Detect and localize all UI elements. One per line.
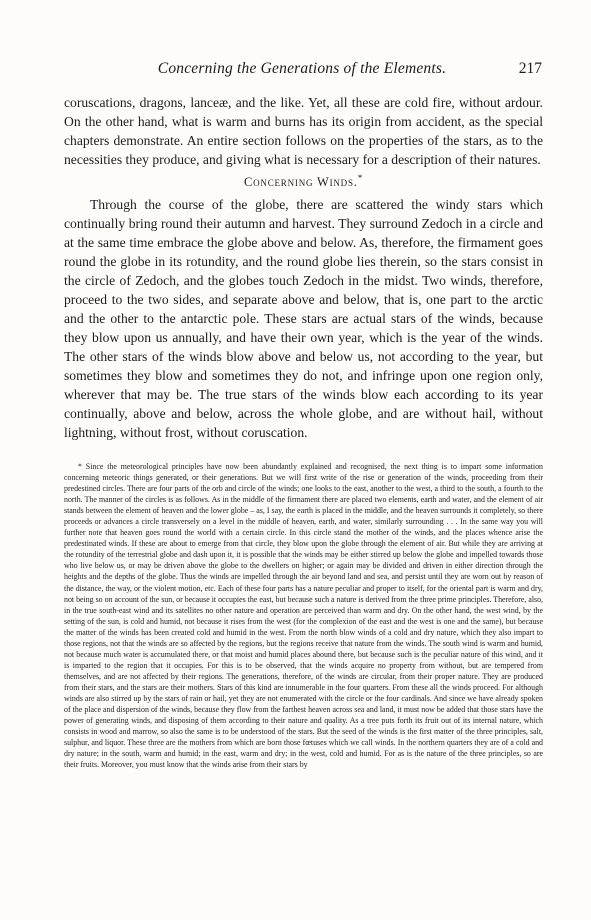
section-heading-text: Concerning Winds. (243, 175, 358, 189)
footnote (64, 461, 543, 770)
paragraph-continuation: coruscations, dragons, lanceæ, and the like. Yet, all these are cold fire, without ardour. On the other hand, what is warm and burns has its origin from accident, as the special chapters demonstrate. An entire section follows on the properties of the stars, as to the necessities they produce, and giving what is necessary for a description of their natures. (64, 95, 543, 167)
footnote-marker: * (357, 172, 364, 183)
page-number: 217 (518, 60, 542, 77)
footnote-text: * Since the meteorological principles have now been abundantly explained and recognised, the next thing is to impart some information concerning meteoric things generated, or their generations. But we will first write of the rise or generation of the winds, proceeding from their predestined circles. There are four parts of the orb and circle of the winds; one looks to the east, another to the west, a third to the south, a fourth to the north. The manner of the circles is as follows. As in the middle of the firmament there are placed two elements, earth and water, and the element of air stands between the element of heaven and the lower globe – as, I say, the earth is placed in the middle, and the heaven surrounds it completely, so there proceeds or advances a circle transversely on a level in the middle of heaven, earth, and water, similarly surrounding . . . In the same way you will further note that heaven goes round the world with a certain circle. In this circle stand the mother of the winds, and the places whence arise the predestinated winds. If these are about to emerge from that circle, they blow upon the globe through the element of air. But while they are arriving at the rotundity of the terrestrial globe and dash upon it, it is possible that the winds may be either stirred up below the globe and impelled towards those who live below us, or may be driven above the globe to the dwellers on higher; or again may be divided and driven in either direction through the heights and the depths of the globe. Thus the winds are impelled through the air beyond land and sea, and persist until they are worn out by reason of the distance, the way, or the violent motion, etc. Each of these four parts has a nature peculiar and proper to itself, for the oriental part is warm and dry, not being so on account of the sun, or because it occupies the east, but because such a nature is derived from the three prime principles. Therefore, also, in the true south-east wind and its satellites no other nature and operation are perceived than warm and dry. On the other hand, the west wind, by the setting of the sun, is cold and humid, not because it rises from the west (for the complexion of the east and the west is one and the same), but because the matter of the winds has been created cold and humid in the west. From the north blow winds of a cold and dry nature, which they also impart to those regions, not that the winds are so affected by the regions, but the regions receive that nature from the winds. The south wind is warm and humid, not because much water is accumulated there, or that moist and humid places abound there, but because such is the peculiar nature of this wind, and it is imparted to the region that it occupies. For this is to be observed, that the winds acquire no property from without, but are tempered from themselves, and are not affected by their regions. The generations, therefore, of the winds are circular, from their proper nature. They are produced from their stars, and the stars are their mothers. Stars of this kind are innumerable in the four quarters. From these all the winds proceed. For although winds are also stirred up by the stars of rain or hail, yet they are not enumerated with the circle or the four cardinals. And since we have already spoken of the place and dispersion of the winds, because they flow from the farthest heaven across sea and land, it must now be added that those stars have the power of generating winds, and disposing of them according to their nature and quality. As a tree puts forth its fruit out of its internal nature, which consists in wood and marrow, so also the same is to be understood of the stars. But the seed of the winds is the first matter of the three principles, salt, sulphur, and liquor. These three are the mothers from which are born those fœtuses which we call winds. In the northern quarters they are of a cold and dry nature; in the south, warm and humid; in the east, warm and dry; in the west, cold and humid. For as is the nature of the three principles, so are their fruits. Moreover, you must know that the winds arise from their stars by (64, 462, 543, 770)
main-text (64, 93, 543, 442)
section-heading (64, 173, 543, 192)
running-title: Concerning the Generations of the Elements. (157, 60, 447, 77)
paragraph-winds: Through the course of the globe, there are scattered the windy stars which continually bring round their autumn and harvest. They surround Zedoch in a circle and at the same time embrace the globe above and below. As, therefore, the firmament goes round the globe in its rotundity, and the round globe lies therein, so the stars consist in the circle of Zedoch, and the globes touch Zedoch in the midst. Two winds, therefore, proceed to the two sides, and separate above and below, that is, one part to the arctic and the other to the antarctic pole. These stars are actual stars of the winds, because they blow upon us annually, and have their own year, which is the year of the winds. The other stars of the winds blow above and below us, not according to the year, but sometimes they blow and sometimes they do not, and infringe upon one region only, wherever that may be. The true stars of the winds blow each according to its year continually, above and below, across the whole globe, and are without hail, without lightning, without frost, without coruscation. (64, 197, 543, 440)
